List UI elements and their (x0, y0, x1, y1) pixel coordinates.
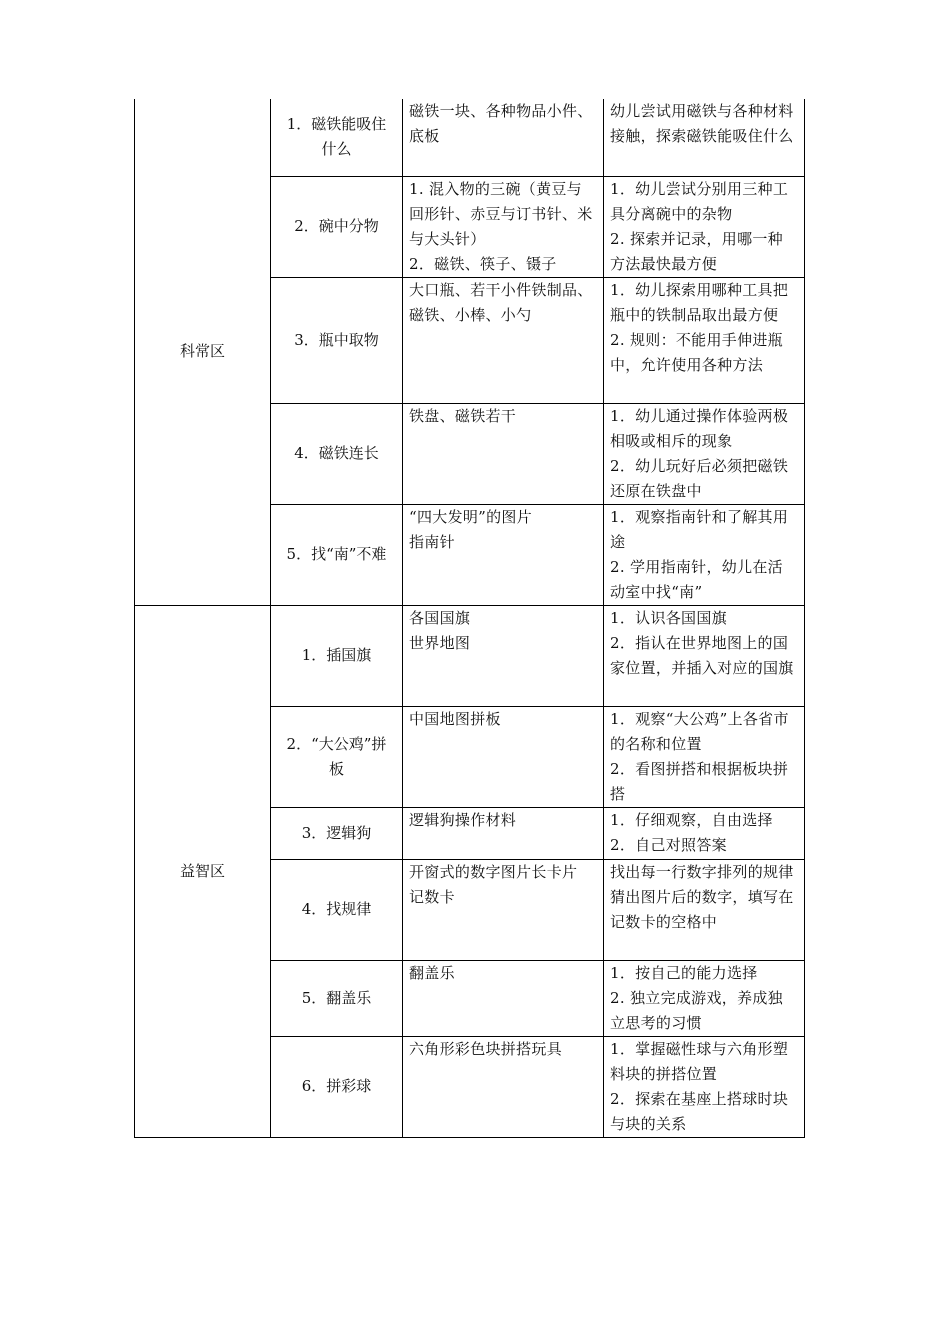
material-line: 翻盖乐 (409, 963, 455, 982)
goal-line: 2．看图拼搭和根据板块拼搭 (610, 759, 789, 803)
goals-cell (604, 1036, 805, 1137)
goals-cell (604, 807, 805, 859)
materials-cell (403, 403, 604, 504)
goal-line: 2. 规则：不能用手伸进瓶中，允许使用各种方法 (610, 330, 783, 374)
material-line: 指南针 (409, 532, 455, 551)
goal-line: 猜出图片后的数字，填写在记数卡的空格中 (610, 887, 794, 931)
activity-table (134, 99, 805, 1138)
material-line: 磁铁一块、各种物品小件、底板 (409, 102, 593, 145)
material-line: 1. 混入物的三碗（黄豆与回形针、赤豆与订书针、米与大头针） (409, 179, 593, 248)
goal-line: 1．幼儿尝试分别用三种工具分离碗中的杂物 (610, 179, 789, 223)
goals-cell (604, 504, 805, 605)
material-line: 记数卡 (409, 887, 455, 906)
table-row (135, 99, 805, 176)
activity-cell: 5．找“南”不难 (271, 504, 403, 605)
goal-line: 找出每一行数字排列的规律 (610, 862, 794, 881)
material-line: 世界地图 (409, 633, 471, 652)
materials-cell (403, 605, 604, 706)
goals-cell (604, 706, 805, 807)
area-cell: 科常区 (135, 99, 271, 605)
goals-cell (604, 277, 805, 403)
materials-cell (403, 807, 604, 859)
material-line: 大口瓶、若干小件铁制品、磁铁、小棒、小勺 (409, 280, 593, 324)
goal-line: 2. 独立完成游戏，养成独立思考的习惯 (610, 988, 783, 1032)
goal-line: 1．观察“大公鸡”上各省市的名称和位置 (610, 709, 789, 753)
goal-line: 幼儿尝试用磁铁与各种材料接触，探索磁铁能吸住什么 (610, 102, 794, 145)
activity-cell: 5．翻盖乐 (271, 960, 403, 1036)
activity-cell: 1．磁铁能吸住什么 (271, 99, 403, 176)
goals-cell (604, 176, 805, 277)
activity-cell: 6．拼彩球 (271, 1036, 403, 1137)
material-line: 铁盘、磁铁若干 (409, 406, 517, 425)
goal-line: 1．认识各国国旗 (610, 608, 727, 627)
activity-cell: 1．插国旗 (271, 605, 403, 706)
activity-cell: 3．逻辑狗 (271, 807, 403, 859)
goal-line: 2．探索在基座上搭球时块与块的关系 (610, 1089, 789, 1133)
goal-line: 1．按自己的能力选择 (610, 963, 758, 982)
goal-line: 1．观察指南针和了解其用途 (610, 507, 789, 551)
materials-cell (403, 99, 604, 176)
activity-cell: 4．找规律 (271, 859, 403, 960)
goal-line: 1．幼儿探索用哪种工具把瓶中的铁制品取出最方便 (610, 280, 789, 324)
materials-cell (403, 960, 604, 1036)
goals-cell (604, 605, 805, 706)
goal-line: 2．幼儿玩好后必须把磁铁还原在铁盘中 (610, 456, 789, 500)
goal-line: 2. 探索并记录，用哪一种方法最快最方便 (610, 229, 783, 273)
materials-cell (403, 706, 604, 807)
goal-line: 1．幼儿通过操作体验两极相吸或相斥的现象 (610, 406, 789, 450)
materials-cell (403, 176, 604, 277)
materials-cell (403, 859, 604, 960)
materials-cell (403, 1036, 604, 1137)
goal-line: 1．掌握磁性球与六角形塑料块的拼搭位置 (610, 1039, 789, 1083)
material-line: 各国国旗 (409, 608, 471, 627)
materials-cell (403, 277, 604, 403)
goals-cell (604, 960, 805, 1036)
area-cell: 益智区 (135, 605, 271, 1137)
goal-line: 1．仔细观察，自由选择 (610, 810, 773, 829)
goals-cell (604, 99, 805, 176)
activity-cell: 3．瓶中取物 (271, 277, 403, 403)
material-line: “四大发明”的图片 (409, 507, 533, 526)
goal-line: 2．自己对照答案 (610, 835, 727, 854)
activity-cell: 2．“大公鸡”拼板 (271, 706, 403, 807)
goals-cell (604, 859, 805, 960)
materials-cell (403, 504, 604, 605)
table-row (135, 605, 805, 706)
material-line: 2．磁铁、筷子、镊子 (409, 254, 557, 273)
material-line: 中国地图拼板 (409, 709, 501, 728)
activity-cell: 4．磁铁连长 (271, 403, 403, 504)
goal-line: 2．指认在世界地图上的国家位置，并插入对应的国旗 (610, 633, 794, 677)
goals-cell (604, 403, 805, 504)
activity-cell: 2．碗中分物 (271, 176, 403, 277)
material-line: 逻辑狗操作材料 (409, 810, 517, 829)
material-line: 开窗式的数字图片长卡片 (409, 862, 578, 881)
material-line: 六角形彩色块拼搭玩具 (409, 1039, 563, 1058)
goal-line: 2. 学用指南针，幼儿在活动室中找“南” (610, 557, 783, 601)
